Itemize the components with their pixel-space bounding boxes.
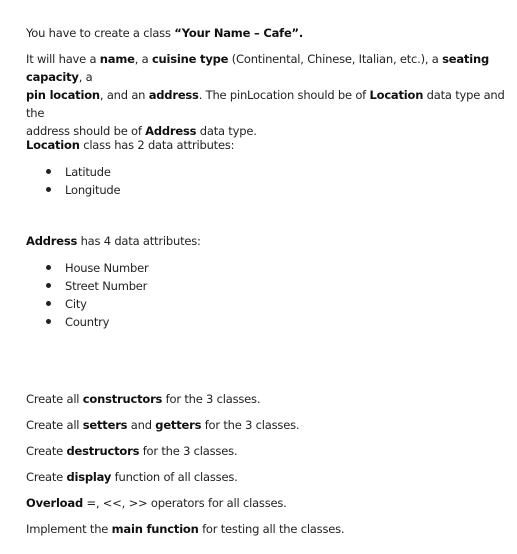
list-item-text: Longitude [65, 183, 121, 197]
para-text: data type. [196, 124, 257, 138]
task-line [26, 416, 299, 434]
bullet-icon [46, 169, 51, 174]
list-item [46, 295, 87, 313]
list-item-text: House Number [65, 261, 149, 275]
task-bold: getters [155, 418, 202, 432]
list-item-text: Country [65, 315, 110, 329]
para-bold-seating: seating capacity [26, 52, 489, 84]
list-item [46, 163, 111, 181]
para-text: (Continental, Chinese, Italian, etc.), a [228, 52, 443, 66]
para-text: , a [134, 52, 152, 66]
list-item [46, 277, 147, 295]
para-bold-pin: pin location [26, 88, 100, 102]
task-line [26, 468, 238, 486]
task-text: for testing all the classes. [198, 522, 345, 536]
para-text: address should be of [26, 124, 146, 138]
list-item [46, 259, 149, 277]
location-heading-text: class has 2 data attributes: [79, 138, 235, 152]
list-item-text: Street Number [65, 279, 148, 293]
task-text: Create all [26, 392, 83, 406]
task-line [26, 520, 344, 538]
task-bold: Overload [26, 496, 83, 510]
bullet-icon [46, 265, 51, 270]
task-bold: destructors [66, 444, 140, 458]
para-bold-address: address [148, 88, 199, 102]
task-text: Implement the [26, 522, 112, 536]
task-text: for the 3 classes. [139, 444, 238, 458]
list-item-text: Latitude [65, 165, 111, 179]
location-heading [26, 136, 234, 154]
list-item-text: City [65, 297, 87, 311]
description-paragraph [26, 50, 510, 140]
para-text: data type and the [26, 88, 505, 120]
task-line [26, 494, 287, 512]
bullet-icon [46, 301, 51, 306]
task-bold: main function [111, 522, 199, 536]
bullet-icon [46, 319, 51, 324]
location-heading-bold: Location [26, 138, 80, 152]
task-text: Create [26, 444, 67, 458]
para-text: . The pinLocation should be of [198, 88, 370, 102]
task-text: for the 3 classes. [162, 392, 261, 406]
task-text: for the 3 classes. [201, 418, 300, 432]
task-text: =, <<, >> operators for all classes. [82, 496, 287, 510]
bullet-icon [46, 283, 51, 288]
task-text: Create [26, 470, 67, 484]
list-item [46, 181, 120, 199]
intro-line [26, 24, 303, 42]
list-item [46, 313, 109, 331]
task-bold: constructors [82, 392, 163, 406]
para-text: It will have a [26, 52, 100, 66]
address-heading [26, 232, 201, 250]
task-text: Create all [26, 418, 83, 432]
para-text: , and an [99, 88, 149, 102]
task-line [26, 442, 237, 460]
address-heading-text: has 4 data attributes: [77, 234, 201, 248]
task-line [26, 390, 260, 408]
task-text: and [127, 418, 156, 432]
para-bold-cuisine: cuisine type [151, 52, 229, 66]
task-bold: display [66, 470, 112, 484]
para-bold-location: Location [369, 88, 424, 102]
para-bold-address-type: Address [145, 124, 197, 138]
bullet-icon [46, 187, 51, 192]
address-heading-bold: Address [26, 234, 78, 248]
class-name-bold: “Your Name – Cafe”. [174, 26, 304, 40]
intro-text: You have to create a class [26, 26, 175, 40]
para-bold-name: name [99, 52, 135, 66]
task-text: function of all classes. [111, 470, 238, 484]
task-bold: setters [82, 418, 128, 432]
para-text: , a [78, 70, 93, 84]
